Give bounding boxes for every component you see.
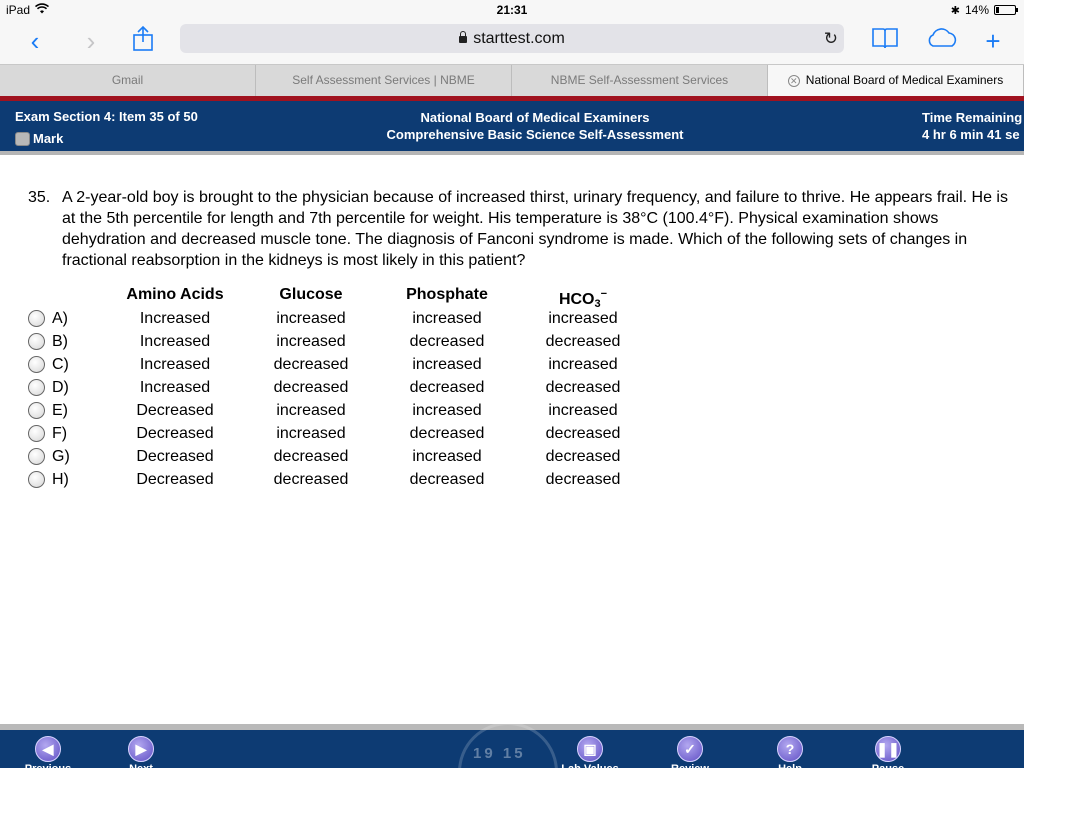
answer-cell: Decreased (136, 448, 214, 465)
pause-icon[interactable]: ❚❚ (875, 736, 901, 762)
exam-header (0, 101, 1024, 151)
answer-cell: Increased (139, 379, 211, 396)
answer-radio[interactable] (28, 402, 45, 419)
answer-cell: decreased (545, 471, 621, 488)
address-bar[interactable] (180, 24, 844, 53)
arrow-right-icon[interactable]: ▶ (128, 736, 154, 762)
answer-cell: decreased (409, 471, 485, 488)
tab-label: Self Assessment Services | NBME (292, 73, 475, 87)
answer-cell: increased (412, 448, 482, 465)
header-divider (0, 151, 1024, 155)
answer-letter: A) (52, 310, 68, 327)
nav-button-label[interactable]: Help (778, 763, 802, 775)
hco3-subscript: 3 (594, 298, 601, 310)
org-title: National Board of Medical Examiners (420, 110, 650, 125)
icloud-tabs-icon[interactable] (924, 26, 960, 56)
hco3-superscript: − (600, 288, 608, 300)
device-name: iPad (6, 3, 31, 17)
close-tab-icon[interactable]: ✕ (788, 75, 800, 87)
answer-cell: increased (276, 310, 346, 327)
answer-cell: increased (412, 356, 482, 373)
answer-cell: increased (412, 310, 482, 327)
tab-nbme-exam[interactable] (768, 65, 1024, 97)
checkmark-icon[interactable]: ✓ (677, 736, 703, 762)
answer-cell: decreased (273, 379, 349, 396)
answer-letter: F) (52, 425, 68, 442)
clock: 21:31 (496, 3, 528, 17)
answer-cell: Increased (139, 333, 211, 350)
tab-label: National Board of Medical Examiners (805, 73, 1004, 87)
answer-radio[interactable] (28, 333, 45, 350)
seal-year: 19 15 (473, 745, 526, 762)
answer-radio[interactable] (28, 310, 45, 327)
answer-cell: increased (548, 356, 618, 373)
column-header: Glucose (279, 286, 343, 303)
tab-gmail[interactable] (0, 65, 256, 97)
back-icon[interactable]: ‹ (30, 26, 40, 56)
answer-letter: H) (52, 471, 69, 488)
nav-button-label[interactable]: Review (671, 763, 709, 775)
answer-cell: decreased (273, 471, 349, 488)
battery-percent: 14% (964, 3, 989, 17)
answer-letter: B) (52, 333, 68, 350)
battery-icon (994, 5, 1016, 15)
question-number: 35. (28, 189, 51, 206)
time-remaining-value: 4 hr 6 min 41 se (922, 127, 1020, 142)
reload-icon[interactable]: ↻ (823, 29, 838, 48)
column-header: Phosphate (406, 286, 488, 303)
browser-toolbar (0, 20, 1024, 64)
nbme-seal (458, 722, 558, 822)
status-bar (0, 0, 1024, 20)
bookmarks-icon[interactable] (870, 26, 900, 56)
new-tab-icon[interactable]: + (985, 26, 1001, 56)
lab-values-icon[interactable]: ▣ (577, 736, 603, 762)
answer-letter: E) (52, 402, 68, 419)
answer-radio[interactable] (28, 425, 45, 442)
answer-cell: Decreased (136, 402, 214, 419)
exam-section-label: Exam Section 4: Item 35 of 50 (15, 109, 198, 124)
answer-cell: increased (548, 402, 618, 419)
answer-letter: G) (52, 448, 70, 465)
answer-radio[interactable] (28, 471, 45, 488)
answer-cell: decreased (409, 425, 485, 442)
answer-radio[interactable] (28, 356, 45, 373)
answer-letter: D) (52, 379, 69, 396)
question-stem: A 2-year-old boy is brought to the physician because of increased thirst, urinary frequency, and failure to thrive. He appears frail. He is at the 5th percentile for length and 7th percentile for weight. His temperature is 38°C (100.4°F). Physical examination shows dehydration and decreased muscle tone. The diagnosis of Fanconi syndrome is made. Which of the following sets of changes in fractional reabsorption in the kidneys is most likely in this patient? (62, 189, 1008, 269)
arrow-left-icon[interactable]: ◀ (35, 736, 61, 762)
answer-cell: Increased (139, 310, 211, 327)
time-remaining-label: Time Remaining (922, 110, 1023, 125)
answer-cell: increased (276, 425, 346, 442)
answer-cell: decreased (545, 448, 621, 465)
lock-icon (459, 36, 467, 43)
answer-cell: decreased (545, 333, 621, 350)
answer-cell: increased (276, 333, 346, 350)
answer-cell: decreased (545, 379, 621, 396)
nav-button-label[interactable]: Previous (24, 763, 72, 775)
answer-cell: Decreased (136, 425, 214, 442)
answer-cell: decreased (409, 379, 485, 396)
hco3-base: HCO (558, 291, 595, 308)
test-title: Comprehensive Basic Science Self-Assessment (386, 127, 684, 142)
answer-letter: C) (52, 356, 69, 373)
answer-radio[interactable] (28, 379, 45, 396)
tab-label: Gmail (111, 73, 144, 87)
forward-icon[interactable]: › (86, 26, 96, 56)
url-text: starttest.com (473, 30, 565, 47)
tab-nbme-self-assessment[interactable] (512, 65, 768, 97)
share-icon[interactable] (128, 26, 158, 56)
answer-cell: Decreased (136, 471, 214, 488)
answer-cell: increased (548, 310, 618, 327)
answer-cell: decreased (273, 356, 349, 373)
mark-label: Mark (33, 131, 64, 146)
answer-cell: decreased (409, 333, 485, 350)
nav-button-label[interactable]: Pause (871, 763, 905, 775)
answer-radio[interactable] (28, 448, 45, 465)
tab-label: NBME Self-Assessment Services (550, 73, 729, 87)
question-text (28, 187, 1008, 271)
answer-cell: decreased (273, 448, 349, 465)
tab-self-assessment-services[interactable] (256, 65, 512, 97)
answer-cell: Increased (139, 356, 211, 373)
question-icon[interactable]: ? (777, 736, 803, 762)
answer-cell: increased (276, 402, 346, 419)
column-header: Amino Acids (126, 286, 224, 303)
nav-button-label[interactable]: Next (129, 763, 153, 775)
nav-button-label[interactable]: Lab Values (561, 763, 619, 775)
tab-bar (0, 64, 1024, 96)
answer-cell: increased (412, 402, 482, 419)
answer-cell: decreased (545, 425, 621, 442)
bluetooth-icon: ✱ (950, 4, 960, 17)
exam-nav-bar (0, 730, 1024, 775)
